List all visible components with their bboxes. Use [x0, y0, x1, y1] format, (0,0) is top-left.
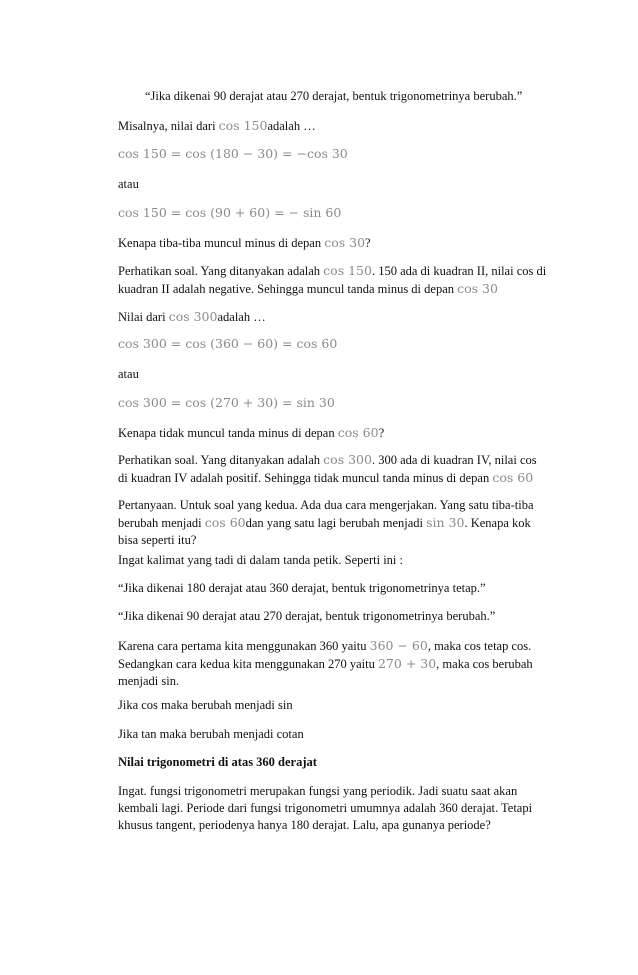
quote-paragraph — [145, 88, 565, 105]
equation-1: cos 150 = cos (180 − 30) = −cos 30 — [118, 146, 348, 161]
equation-4: cos 300 = cos (270 + 30) = sin 30 — [118, 395, 335, 410]
nilai-paragraph: Nilai dari cos 300adalah … — [118, 309, 266, 324]
math-inline: 360 − 60 — [369, 638, 428, 653]
rule-tan-cotan: Jika tan maka berubah menjadi cotan — [118, 727, 304, 741]
example-paragraph: Misalnya, nilai dari cos 150adalah … — [118, 118, 316, 133]
quote-90-270: “Jika dikenai 90 derajat atau 270 derajat, bentuk trigonometrinya berubah.” — [118, 609, 496, 623]
math-inline: cos 60 — [337, 425, 379, 440]
math-inline: cos 60 — [204, 515, 246, 530]
math-inline: cos 30 — [457, 281, 498, 296]
pertanyaan-paragraph: Pertanyaan. Untuk soal yang kedua. Ada dua cara mengerjakan. Yang satu tiba-tiba berubah menjadi cos 60dan yang satu lagi berubah menjadi sin 30. Kenapa kok bisa seperti itu? — [118, 498, 534, 547]
quote-180-360: “Jika dikenai 180 derajat atau 360 derajat, bentuk trigonometrinya tetap.” — [118, 581, 486, 595]
math-inline: cos 300 — [323, 452, 372, 467]
math-inline: cos 150 — [323, 263, 372, 278]
math-inline: 270 + 30 — [377, 656, 437, 671]
equation-2: cos 150 = cos (90 + 60) = − sin 60 — [118, 205, 342, 220]
math-inline: cos 300 — [168, 309, 218, 324]
periode-paragraph: Ingat. fungsi trigonometri merupakan fungsi yang periodik. Jadi suatu saat akan kembali lagi. Periode dari fungsi trigonometri umumnya adalah 360 derajat. Tetapi khusus tangent, periodenya hanya 180 derajat. Lalu, apa gunanya periode? — [118, 784, 533, 832]
karena-paragraph: Karena cara pertama kita menggunakan 360 yaitu 360 − 60, maka cos tetap cos. Sedangkan cara kedua kita menggunakan 270 yaitu 270 + 30, maka cos berubah menjadi sin. — [118, 638, 533, 688]
quote-text: “Jika dikenai 90 derajat atau 270 derajat, bentuk trigonometrinya berubah.” — [145, 89, 523, 103]
explanation-paragraph-1: Perhatikan soal. Yang ditanyakan adalah cos 150. 150 ada di kuadran II, nilai cos di kuadran II adalah negative. Sehingga muncul tanda minus di depan cos 30 — [118, 263, 547, 296]
math-inline: cos 150 — [218, 118, 268, 133]
atau-text-2: atau — [118, 367, 139, 381]
math-inline: cos 60 — [492, 470, 534, 485]
rule-cos-sin: Jika cos maka berubah menjadi sin — [118, 698, 293, 712]
explanation-paragraph-2: Perhatikan soal. Yang ditanyakan adalah cos 300. 300 ada di kuadran IV, nilai cos di kuadran IV adalah positif. Sehingga tidak muncul tanda minus di depan cos 60 — [118, 452, 537, 485]
math-inline: sin 30 — [426, 515, 465, 530]
atau-text-1: atau — [118, 177, 139, 191]
ingat-paragraph: Ingat kalimat yang tadi di dalam tanda petik. Seperti ini : — [118, 553, 403, 567]
section-heading: Nilai trigonometri di atas 360 derajat — [118, 755, 317, 769]
question-paragraph-2: Kenapa tidak muncul tanda minus di depan cos 60? — [118, 425, 385, 440]
question-paragraph-1: Kenapa tiba-tiba muncul minus di depan cos 30? — [118, 235, 371, 250]
equation-3: cos 300 = cos (360 − 60) = cos 60 — [118, 336, 338, 351]
math-inline: cos 30 — [324, 235, 366, 250]
